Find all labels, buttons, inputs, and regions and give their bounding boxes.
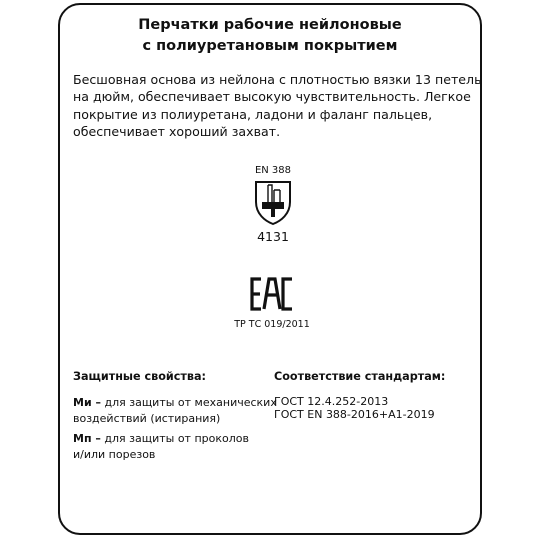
protection-text: для защиты от механических [100,395,277,409]
product-title-line-2: с полиуретановым покрытием [142,38,398,54]
protection-heading: Защитные свойства: [73,370,206,383]
product-title [60,15,480,57]
protection-item [73,431,273,464]
eac-regulation: ТР ТС 019/2011 [234,319,310,330]
protection-code: Ми – [73,395,101,409]
standards-section [274,369,474,421]
protection-text-cont: и/или порезов [73,448,156,461]
standard-item: ГОСТ 12.4.252-2013 [274,394,389,408]
shield-hammer-glove-icon [253,180,293,226]
eac-logo [250,277,294,311]
en388-code: 4131 [257,229,289,244]
standards-heading: Соответствие стандартам: [274,370,446,383]
standard-item: ГОСТ EN 388-2016+А1-2019 [274,407,435,421]
protection-section [73,369,277,467]
product-title-line-1: Перчатки рабочие нейлоновые [138,17,402,33]
description-line-2: на дюйм, обеспечивает высокую чувствительность. Легкое [73,89,471,105]
protection-item [73,395,277,428]
protection-text-cont: воздействий (истирания) [73,412,221,425]
product-description [73,71,482,141]
description-line-4: обеспечивает хороший захват. [73,124,281,140]
label-card [58,3,482,535]
en388-label: EN 388 [254,165,292,176]
en388-mark [242,165,304,244]
protection-code: Мп – [73,431,101,445]
description-line-1: Бесшовная основа из нейлона с плотностью вязки 13 петель [73,72,482,87]
description-line-3: покрытие из полиуретана, ладони и фаланг пальцев, [73,106,433,122]
protection-text: для защиты от проколов [100,431,249,445]
eac-mark [222,277,322,330]
